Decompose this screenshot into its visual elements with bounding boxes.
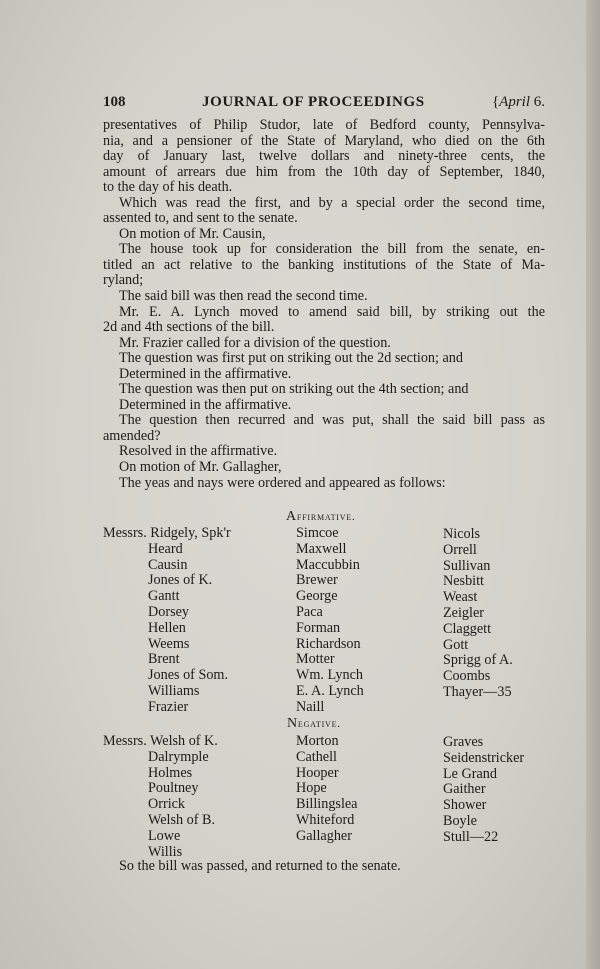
member-name: Claggett xyxy=(443,620,492,637)
text-line: Determined in the affirmative. xyxy=(119,365,292,382)
text-line: to the day of his death. xyxy=(103,179,233,196)
member-name: Graves xyxy=(443,734,484,750)
page-number: 108 xyxy=(103,94,126,110)
member-name: Brewer xyxy=(296,572,338,589)
paragraph xyxy=(103,382,545,398)
member-name: Frazier xyxy=(148,698,189,715)
paragraph xyxy=(103,367,545,383)
negative-column-1 xyxy=(103,734,218,860)
member-name: Boyle xyxy=(443,812,477,829)
header-date xyxy=(492,94,545,111)
member-name: Hellen xyxy=(148,619,186,636)
member-name: Simcoe xyxy=(296,525,339,541)
member-name: Forman xyxy=(296,619,341,636)
member-name: Zeigler xyxy=(443,604,484,621)
date-bracket: { xyxy=(491,94,500,110)
member-name: George xyxy=(296,588,338,605)
member-name: Billingslea xyxy=(296,796,358,813)
paragraph xyxy=(103,118,545,196)
member-name: Lowe xyxy=(148,827,181,844)
text-line: The house took up for consideration the bill from the senate, en- xyxy=(119,241,545,258)
member-name: Morton xyxy=(296,733,339,749)
paragraph xyxy=(103,460,545,476)
text-line: The yeas and nays were ordered and appeared as follows: xyxy=(119,474,446,491)
member-name: Nesbitt xyxy=(443,573,484,590)
text-line: Which was read the first, and by a special order the second time, xyxy=(119,194,545,211)
member-name: Stull—22 xyxy=(443,828,499,845)
paragraph xyxy=(103,476,545,492)
member-name: Heard xyxy=(148,540,183,557)
member-name: Causin xyxy=(148,556,188,573)
member-name: Welsh of B. xyxy=(148,811,216,828)
member-name: Paca xyxy=(296,603,323,620)
affirmative-column-2 xyxy=(296,526,364,716)
member-name: Orrick xyxy=(148,796,186,813)
member-name: Motter xyxy=(296,651,335,668)
text-line: The said bill was then read the second time. xyxy=(119,288,368,305)
member-name: E. A. Lynch xyxy=(296,682,364,699)
affirmative-heading: Affirmative. xyxy=(286,509,356,524)
member-name: Gallagher xyxy=(296,827,352,844)
text-line: Mr. E. A. Lynch moved to amend said bill, by striking out the xyxy=(119,303,545,320)
member-name: Maxwell xyxy=(296,540,347,557)
paragraph xyxy=(103,227,545,243)
page-title: JOURNAL OF PROCEEDINGS xyxy=(202,94,425,110)
paragraph xyxy=(103,336,545,352)
running-header xyxy=(103,94,545,114)
member-name: Poultney xyxy=(148,780,199,797)
member-name: Messrs. Ridgely, Spk'r xyxy=(103,525,231,541)
paragraph xyxy=(103,398,545,414)
member-name: Nicols xyxy=(443,526,481,542)
member-name: Jones of Som. xyxy=(148,667,229,684)
text-line: On motion of Mr. Gallagher, xyxy=(119,459,282,476)
text-line: nia, and a pensioner of the State of Maryland, who died on the 6th xyxy=(103,132,545,149)
member-name: Orrell xyxy=(443,541,477,558)
date-month: April xyxy=(499,94,530,110)
text-line: amount of arrears due him from the 10th day of September, 1840, xyxy=(103,163,545,180)
member-name: Weems xyxy=(148,635,190,652)
member-name: Brent xyxy=(148,651,180,668)
text-line: titled an act relative to the banking institutions of the State of Ma- xyxy=(103,256,545,273)
member-name: Shower xyxy=(443,797,487,814)
text-line: The question was first put on striking out the 2d section; and xyxy=(119,350,463,367)
text-line: On motion of Mr. Causin, xyxy=(119,225,266,242)
member-name: Jones of K. xyxy=(148,572,213,589)
text-line: day of January last, twelve dollars and ninety-three cents, the xyxy=(103,148,545,165)
negative-heading: Negative. xyxy=(287,716,341,731)
paragraph xyxy=(103,444,545,460)
member-name: Cathell xyxy=(296,748,337,765)
body-text xyxy=(103,118,545,491)
paragraph xyxy=(103,413,545,444)
text-line: assented to, and sent to the senate. xyxy=(103,210,298,227)
member-name: Le Grand xyxy=(443,765,497,782)
member-name: Holmes xyxy=(148,764,193,781)
negative-column-3 xyxy=(443,735,524,846)
member-name: Sullivan xyxy=(443,557,491,574)
text-line: The question was then put on striking out the 4th section; and xyxy=(119,381,469,398)
member-name: Gott xyxy=(443,636,469,653)
member-name: Hope xyxy=(296,780,327,797)
affirmative-column-1 xyxy=(103,526,231,716)
member-name: Dorsey xyxy=(148,603,189,620)
paragraph xyxy=(103,305,545,336)
paragraph xyxy=(103,351,545,367)
member-name: Dalrymple xyxy=(148,748,209,765)
date-day: 6. xyxy=(533,94,545,110)
member-name: Willis xyxy=(148,843,183,860)
member-name: Messrs. Welsh of K. xyxy=(103,733,218,749)
member-name: Coombs xyxy=(443,668,491,685)
negative-column-2 xyxy=(296,734,357,845)
affirmative-column-3 xyxy=(443,527,513,701)
member-name: Weast xyxy=(443,589,478,606)
member-name: Seidenstricker xyxy=(443,749,525,766)
text-line: presentatives of Philip Studor, late of Bedford county, Pennsylva- xyxy=(103,117,545,133)
page-edge xyxy=(586,0,600,969)
closing-line: So the bill was passed, and returned to the senate. xyxy=(119,858,401,874)
member-name: Gaither xyxy=(443,781,486,798)
paragraph xyxy=(103,196,545,227)
member-name: Sprigg of A. xyxy=(443,652,513,669)
text-line: ryland; xyxy=(103,272,144,289)
paragraph xyxy=(103,289,545,305)
text-line: Resolved in the affirmative. xyxy=(119,443,278,460)
text-line: Determined in the affirmative. xyxy=(119,396,292,413)
text-line: 2d and 4th sections of the bill. xyxy=(103,319,275,336)
member-name: Thayer—35 xyxy=(443,683,512,700)
member-name: Maccubbin xyxy=(296,556,360,573)
member-name: Gantt xyxy=(148,588,180,605)
member-name: Wm. Lynch xyxy=(296,667,363,684)
member-name: Hooper xyxy=(296,764,339,781)
paragraph xyxy=(103,242,545,289)
member-name: Richardson xyxy=(296,635,361,652)
member-name: Williams xyxy=(148,682,200,699)
member-name: Whiteford xyxy=(296,811,355,828)
text-line: amended? xyxy=(103,427,161,444)
text-line: Mr. Frazier called for a division of the question. xyxy=(119,334,391,351)
text-line: The question then recurred and was put, shall the said bill pass as xyxy=(119,412,545,429)
member-name: Naill xyxy=(296,698,325,715)
